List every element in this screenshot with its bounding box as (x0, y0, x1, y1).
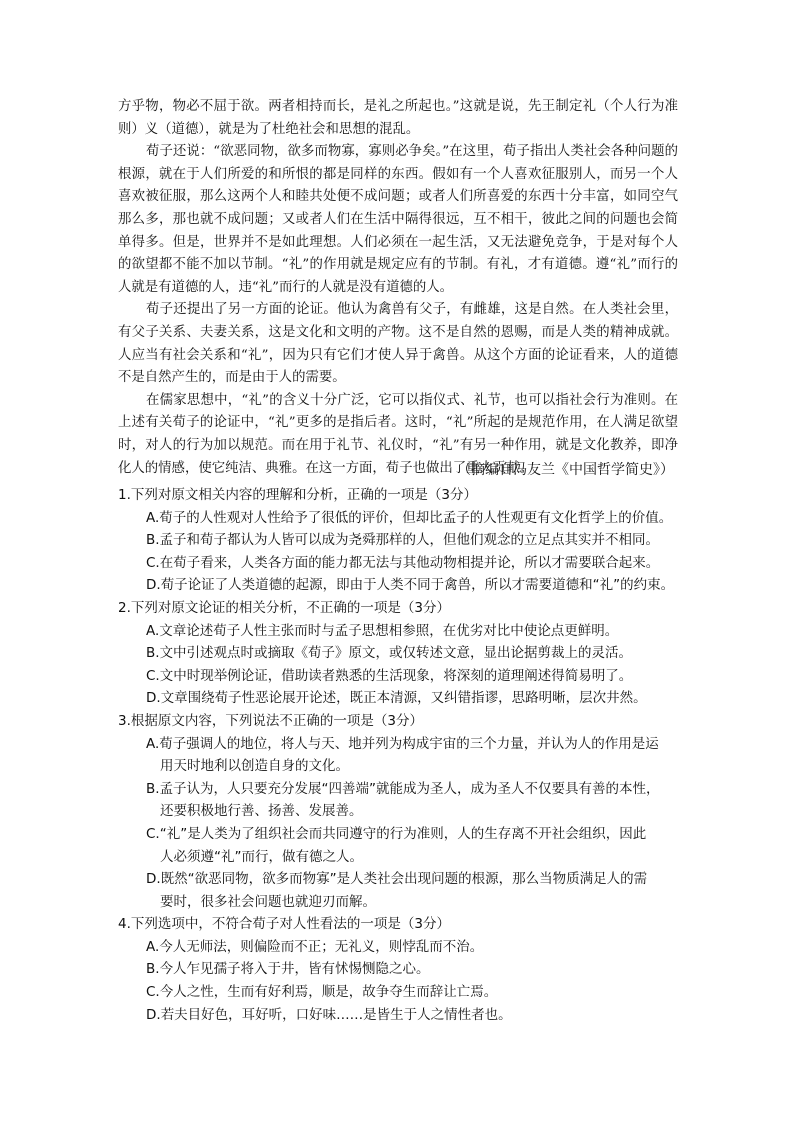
passage-paragraph: 方乎物，物必不屈于欲。两者相持而长，是礼之所起也。”这就是说，先王制定礼（个人行为准则）义（道德），就是为了杜绝社会和思想的混乱。 (118, 99, 678, 137)
option-text: 今人无师法，则偏险而不正；无礼义，则悖乱而不治。 (159, 938, 484, 955)
option-text: 荀子的人性观对人性给予了很低的评价，但却比孟子的人性观更有文化哲学上的价值。 (159, 509, 673, 526)
question-stem: 4.下列选项中，不符合荀子对人性看法的一项是（3分） (118, 916, 450, 933)
option-label: C. (146, 554, 160, 571)
option-text: 在荀子看来，人类各方面的能力都无法与其他动物相提并论，所以才需要联合起来。 (159, 554, 660, 571)
option-text: 文中时现举例论证，借助读者熟悉的生活现象，将深刻的道理阐述得简易明了。 (159, 667, 633, 684)
option-text: 今人乍见孺子将入于井，皆有怵惕恻隐之心。 (159, 961, 430, 978)
option-text: 荀子强调人的地位，将人与天、地并列为构成宇宙的三个力量，并认为人的作用是运 (159, 735, 659, 752)
passage-paragraph: 荀子还说：“欲恶同物，欲多而物寡，寡则必争矣。”在这里，荀子指出人类社会各种问题的根源，就在于人们所爱的和所恨的都是同样的东西。假如有一个人喜欢征服别人，而另一个人喜欢被征服，那么这两个人和睦共处便不成问题；或者人们所喜爱的东西十分丰富，如同空气那么多，那也就不成问题；又或者人们在生活中隔得很远，互不相干，彼此之间的问题也会简单得多。但是，世界并不是如此理想。人们必须在一起生活，又无法避免竞争，于是对每个人的欲望都不能不加以节制。“礼”的作用就是规定应有的节制。有礼，才有道德。遵“礼”而行的人就是有道德的人，违“礼”而行的人就是没有道德的人。 (118, 144, 678, 295)
option-c[interactable] (118, 823, 688, 868)
option-text: 孟子认为，人只要充分发展“四善端”就能成为圣人，成为圣人不仅要具有善的本性， (159, 780, 660, 797)
passage-paragraph: 在儒家思想中，“礼”的含义十分广泛，它可以指仪式、礼节，也可以指社会行为准则。在上述有关荀子的论证中，“礼”更多的是指后者。这时，“礼”所起的是规范作用，在人满足欲望时，对人的行为加以规范。而在用于礼节、礼仪时，“礼”有另一种作用，就是文化教养，即净化人的情感，使它纯洁、典雅。在这一方面，荀子也做出了重大贡献。 (118, 392, 678, 476)
option-label: C. (146, 667, 160, 684)
option-a[interactable] (118, 507, 688, 530)
option-c[interactable] (118, 665, 688, 688)
passage-source: （摘编自冯友兰《中国哲学简史》） (457, 462, 674, 478)
option-text: 今人之性，生而有好利焉，顺是，故争夺生而辞让亡焉。 (159, 984, 498, 1001)
option-b[interactable] (118, 958, 688, 981)
option-c[interactable] (118, 552, 688, 575)
option-d[interactable] (118, 687, 688, 710)
question-stem: 2.下列对原文论证的相关分析，不正确的一项是（3分） (118, 599, 450, 616)
option-text: 荀子论证了人类道德的起源，即由于人类不同于禽兽，所以才需要道德和“礼”的约束。 (160, 577, 675, 594)
option-label: B. (146, 645, 160, 662)
option-label: A. (146, 735, 160, 752)
option-b[interactable] (118, 778, 688, 823)
question-stem: 1.下列对原文相关内容的理解和分析，正确的一项是（3分） (118, 487, 477, 503)
option-text-continued: 人必须遵“礼”而行，做有德之人。 (160, 848, 363, 865)
option-b[interactable] (118, 529, 688, 552)
question-stem: 3.根据原文内容，下列说法不正确的一项是（3分） (118, 712, 423, 729)
option-text: 文章围绕荀子性恶论展开论述，既正本清源，又纠错指谬，思路明晰，层次井然。 (160, 690, 647, 707)
option-label: B. (146, 532, 160, 549)
option-text-continued: 用天时地利以创造自身的文化。 (160, 758, 349, 775)
option-label: B. (146, 780, 160, 797)
question-list (118, 484, 688, 1026)
passage-paragraph: 荀子还提出了另一方面的论证。他认为禽兽有父子，有雌雄，这是自然。在人类社会里，有父子关系、夫妻关系，这是文化和文明的产物。这不是自然的恩赐，而是人类的精神成就。人应当有社会关系和“礼”，因为只有它们才使人异于禽兽。从这个方面的论证看来，人的道德不是自然产生的，而是由于人的需要。 (118, 302, 678, 386)
option-d[interactable] (118, 1004, 688, 1027)
question-4 (118, 913, 688, 1026)
option-label: C. (146, 984, 160, 1001)
option-c[interactable] (118, 981, 688, 1004)
option-label: D. (146, 1006, 161, 1023)
reading-passage (118, 96, 678, 480)
option-label: A. (146, 622, 160, 639)
option-a[interactable] (118, 733, 688, 778)
option-d[interactable] (118, 868, 688, 913)
option-label: C. (146, 825, 160, 842)
option-label: D. (146, 871, 161, 888)
option-text: 既然“欲恶同物，欲多而物寡”是人类社会出现问题的根源，那么当物质满足人的需 (160, 871, 648, 888)
option-text-continued: 要时，很多社会问题也就迎刃而解。 (160, 893, 376, 910)
option-text-continued: 还要积极地行善、扬善、发展善。 (160, 803, 363, 820)
option-label: A. (146, 509, 160, 526)
option-label: B. (146, 961, 160, 978)
option-text: 若夫目好色，耳好听，口好味……是皆生于人之情性者也。 (160, 1006, 512, 1023)
option-d[interactable] (118, 574, 688, 597)
option-a[interactable] (118, 936, 688, 959)
option-label: D. (146, 690, 161, 707)
option-a[interactable] (118, 620, 688, 643)
question-3 (118, 710, 688, 913)
option-text: “礼”是人类为了组织社会而共同遵守的行为准则，人的生存离不开社会组织，因此 (159, 825, 647, 842)
option-label: D. (146, 577, 161, 594)
option-b[interactable] (118, 642, 688, 665)
option-text: 孟子和荀子都认为人皆可以成为尧舜那样的人，但他们观念的立足点其实并不相同。 (159, 532, 660, 549)
question-1 (118, 484, 688, 597)
option-text: 文章论述荀子人性主张而时与孟子思想相参照，在优劣对比中使论点更鲜明。 (159, 622, 619, 639)
option-label: A. (146, 938, 160, 955)
option-text: 文中引述观点时或摘取《荀子》原文，或仅转述文意，显出论据剪裁上的灵活。 (159, 645, 633, 662)
question-2 (118, 597, 688, 710)
